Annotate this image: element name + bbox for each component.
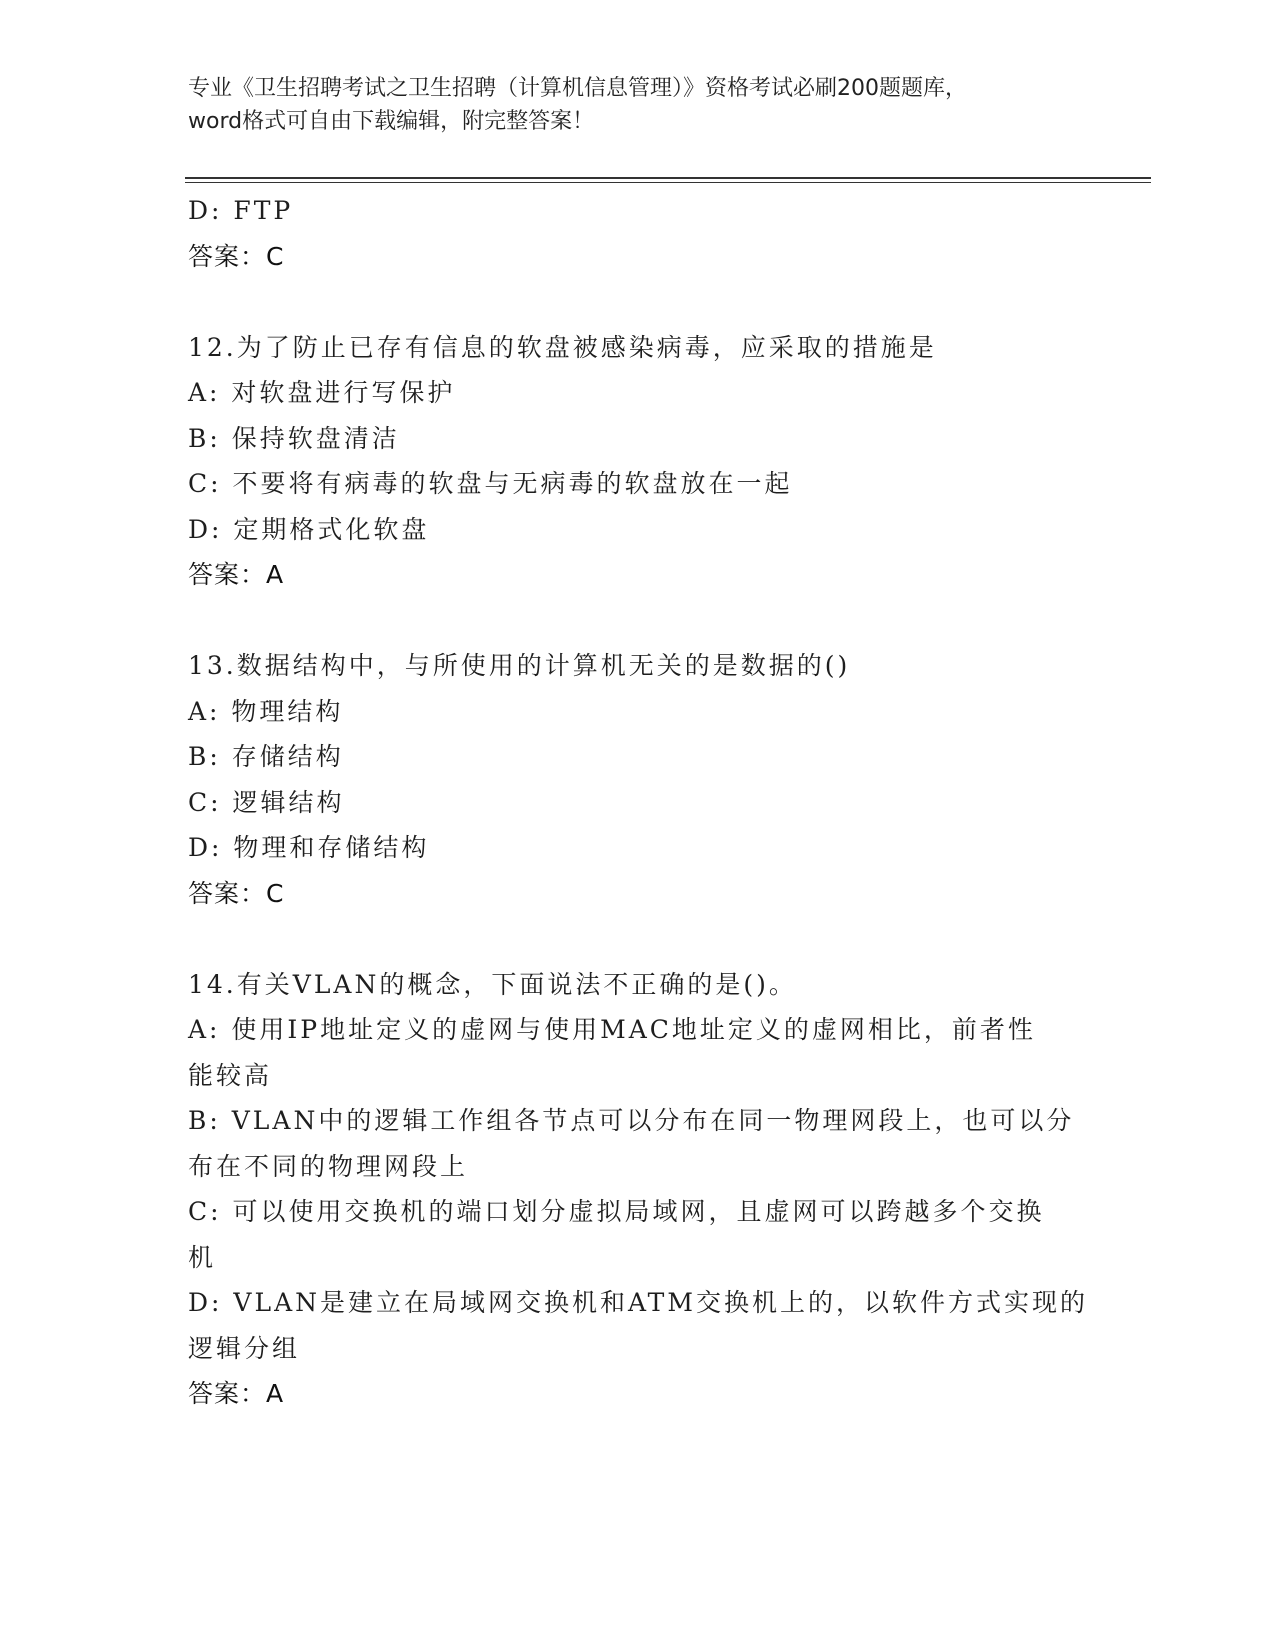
prev-option-d: D: FTP xyxy=(188,196,294,225)
question-14 xyxy=(188,962,1088,1417)
header-line-2: word格式可自由下载编辑，附完整答案！ xyxy=(188,109,595,134)
option-a: A: 对软盘进行写保护 xyxy=(188,378,456,407)
option-c: C: 逻辑结构 xyxy=(188,787,345,817)
option-c-line-2: 机 xyxy=(188,1242,217,1272)
question-stem: 14.有关VLAN的概念，下面说法不正确的是()。 xyxy=(188,969,797,999)
option-d: D: 物理和存储结构 xyxy=(188,833,430,862)
option-c-line-1: C: 可以使用交换机的端口划分虚拟局域网，且虚网可以跨越多个交换 xyxy=(188,1197,1045,1226)
question-list xyxy=(188,188,1088,1417)
question-stem: 13.数据结构中，与所使用的计算机无关的是数据的() xyxy=(188,651,851,680)
option-a-line-2: 能较高 xyxy=(188,1060,273,1090)
question-stem: 12.为了防止已存有信息的软盘被感染病毒，应采取的措施是 xyxy=(188,332,937,362)
option-d-line-1: D: VLAN是建立在局域网交换机和ATM交换机上的，以软件方式实现的 xyxy=(188,1288,1088,1317)
document-header xyxy=(188,72,1088,138)
spacer xyxy=(188,916,1088,962)
option-b-line-1: B: VLAN中的逻辑工作组各节点可以分布在同一物理网段上，也可以分 xyxy=(188,1106,1075,1135)
header-divider-thick xyxy=(185,177,1151,179)
option-a: A: 物理结构 xyxy=(188,696,344,726)
option-d-line-2: 逻辑分组 xyxy=(188,1333,301,1363)
option-a-line-1: A: 使用IP地址定义的虚网与使用MAC地址定义的虚网相比，前者性 xyxy=(188,1015,1036,1044)
question-12 xyxy=(188,325,1088,598)
option-b-line-2: 布在不同的物理网段上 xyxy=(188,1151,469,1181)
header-divider-thin xyxy=(185,182,1151,183)
spacer xyxy=(188,279,1088,325)
option-d: D: 定期格式化软盘 xyxy=(188,514,430,544)
question-13 xyxy=(188,643,1088,916)
option-c: C: 不要将有病毒的软盘与无病毒的软盘放在一起 xyxy=(188,469,793,498)
header-line-1: 专业《卫生招聘考试之卫生招聘（计算机信息管理）》资格考试必刷200题题库， xyxy=(188,76,967,101)
answer: 答案：C xyxy=(188,878,285,908)
answer: 答案：A xyxy=(188,560,285,589)
option-b: B: 保持软盘清洁 xyxy=(188,423,400,453)
spacer xyxy=(188,598,1088,644)
option-b: B: 存储结构 xyxy=(188,742,344,771)
prev-answer: 答案：C xyxy=(188,241,285,271)
answer: 答案：A xyxy=(188,1379,285,1408)
